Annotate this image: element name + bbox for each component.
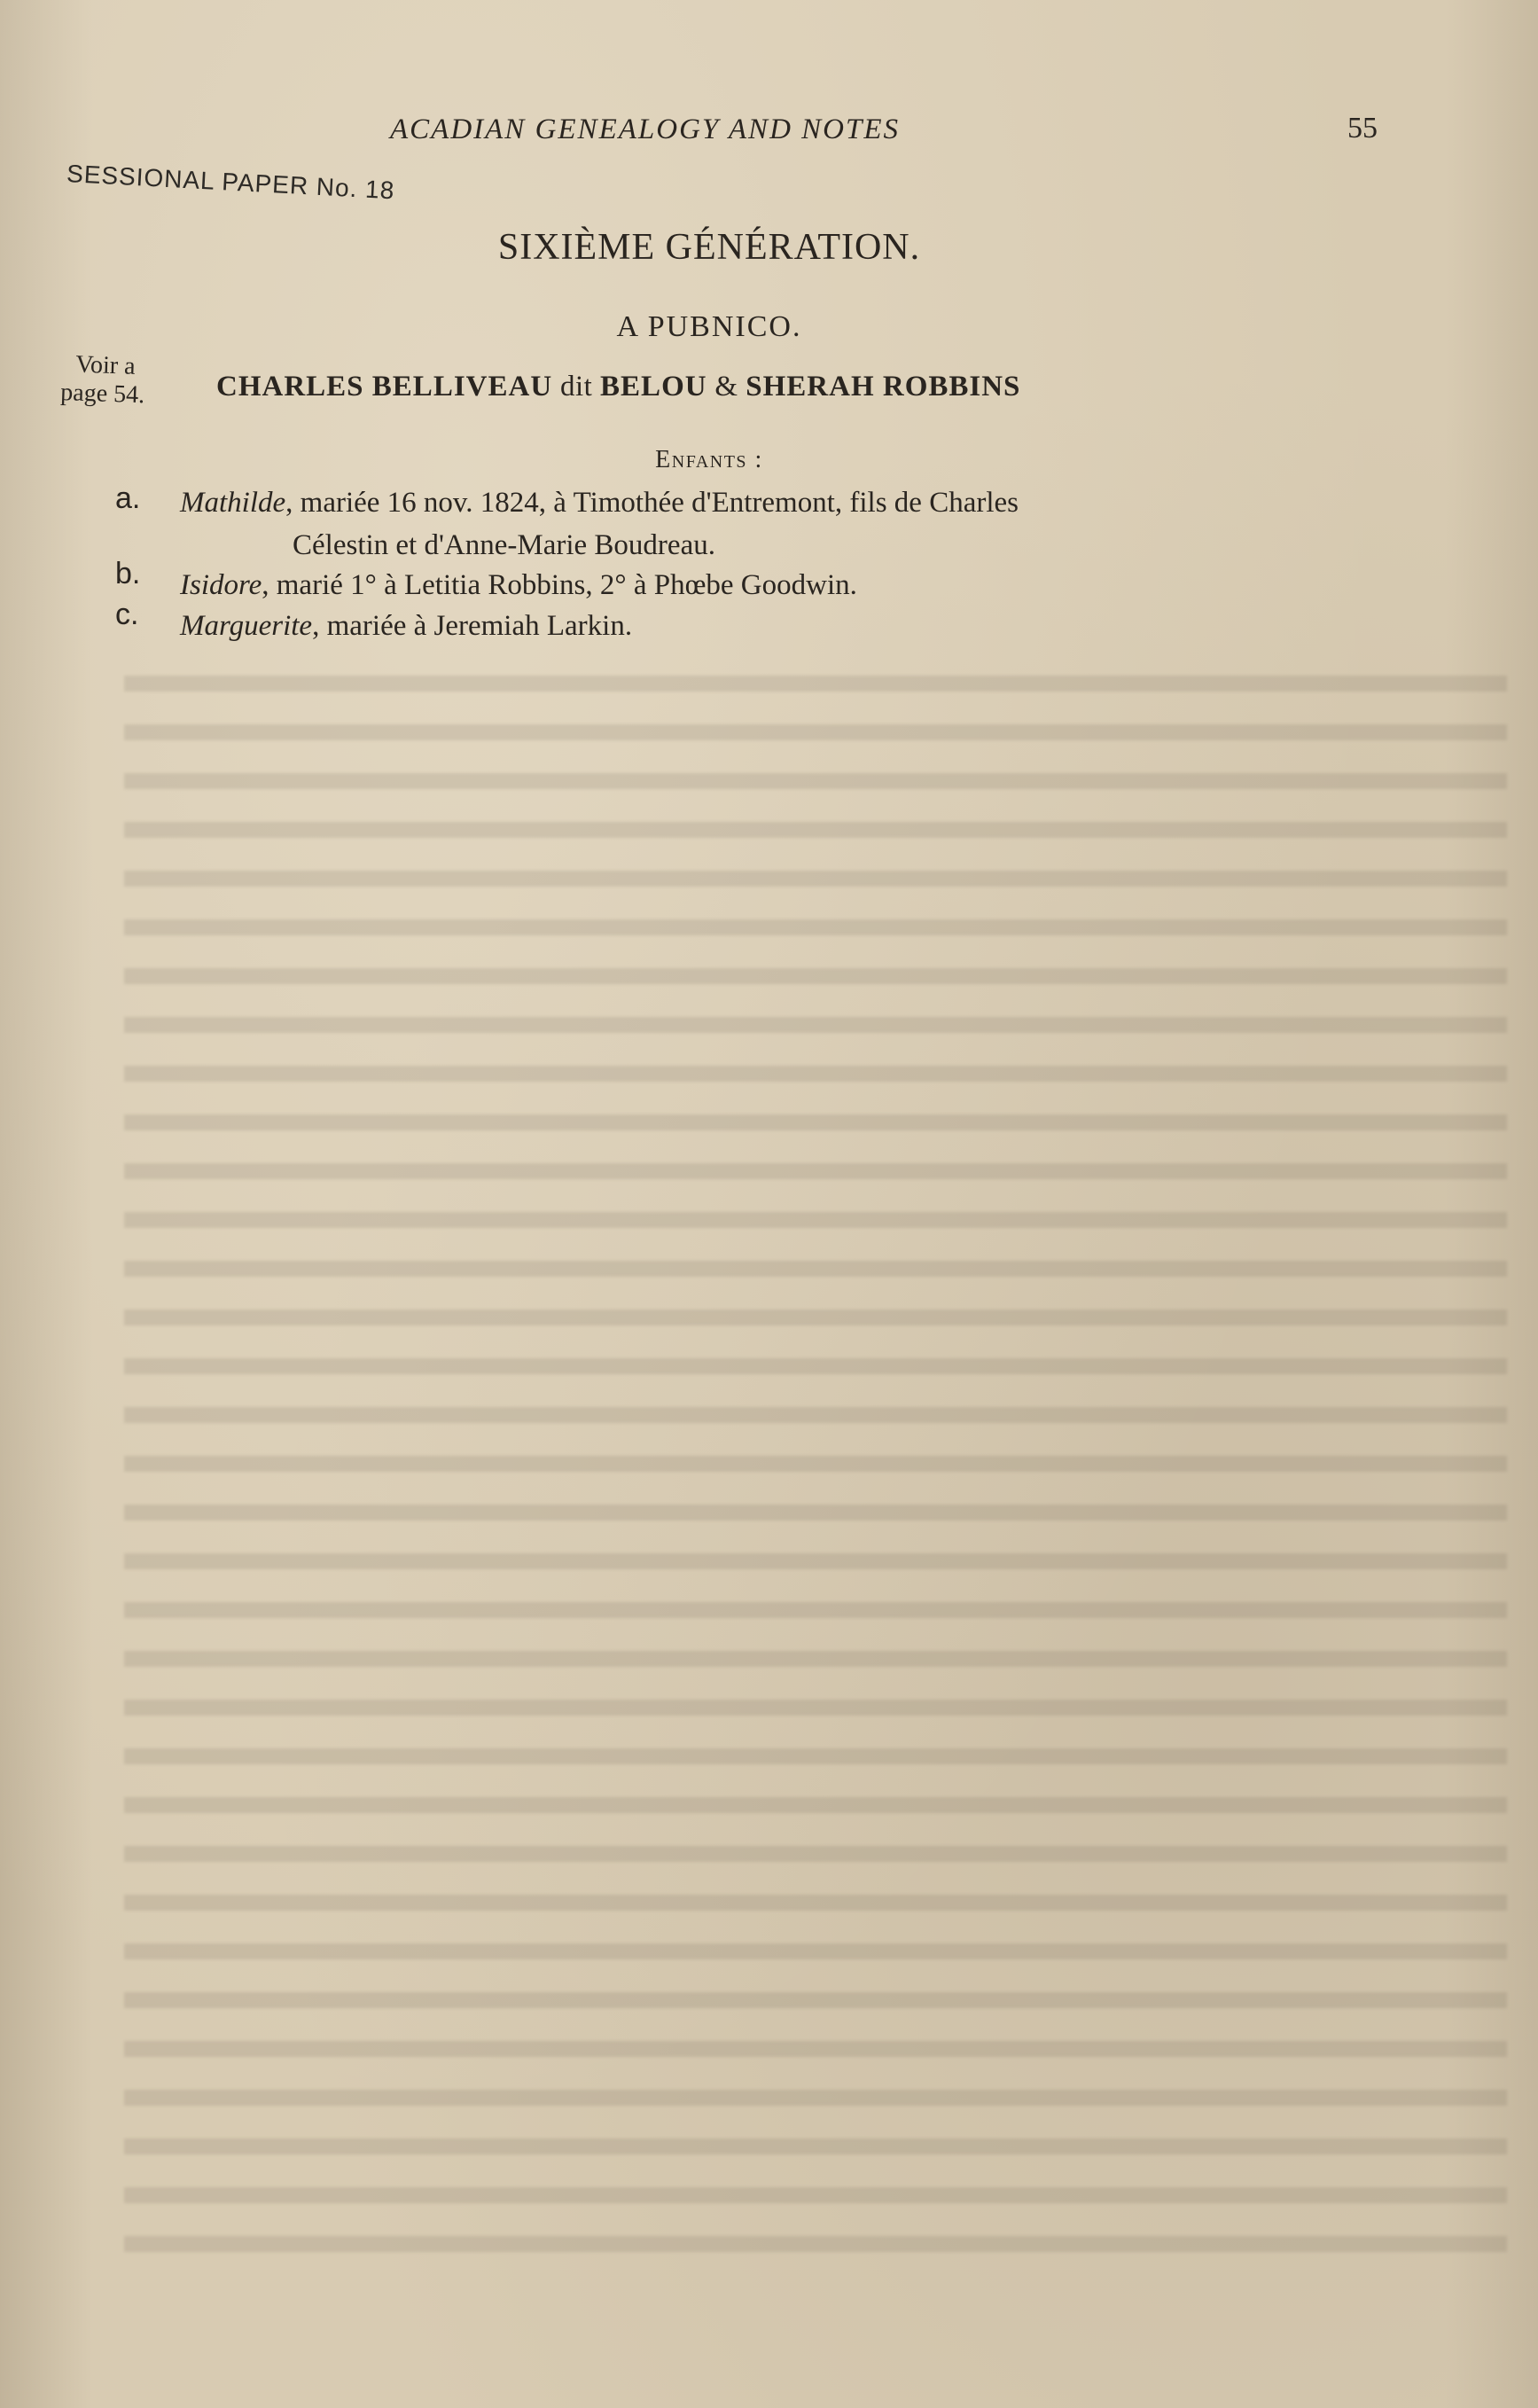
margin-note bbox=[60, 350, 146, 410]
alias-name: BELOU bbox=[600, 371, 707, 403]
child-text bbox=[180, 487, 1019, 520]
child-letter: a. bbox=[115, 481, 141, 515]
children-heading: Enfants : bbox=[655, 446, 763, 473]
child-detail: , mariée à Jeremiah Larkin. bbox=[312, 610, 633, 642]
child-detail: , mariée 16 nov. 1824, à Timothée d'Entremont, fils de Charles bbox=[285, 487, 1019, 519]
child-detail: , marié 1° à Letitia Robbins, 2° à Phœbe Goodwin. bbox=[262, 569, 857, 601]
show-through-text bbox=[124, 656, 1507, 2252]
child-text bbox=[180, 569, 857, 602]
child-letter: b. bbox=[115, 557, 141, 590]
child-text bbox=[180, 610, 632, 643]
page-number: 55 bbox=[1347, 112, 1378, 145]
sessional-paper-stamp: SESSIONAL PAPER No. 18 bbox=[66, 160, 396, 205]
generation-heading: SIXIÈME GÉNÉRATION. bbox=[497, 227, 921, 268]
margin-note-line-1: Voir a bbox=[74, 350, 137, 380]
child-name: Isidore bbox=[180, 569, 262, 601]
husband-name: CHARLES BELLIVEAU bbox=[216, 371, 553, 403]
place-heading: A PUBNICO. bbox=[616, 310, 802, 343]
dit-word: dit bbox=[552, 371, 601, 403]
margin-note-line-2: page 54. bbox=[59, 378, 145, 410]
child-letter: c. bbox=[115, 598, 139, 631]
child-name: Mathilde bbox=[180, 487, 286, 519]
couple-heading bbox=[216, 371, 1020, 403]
running-title: ACADIAN GENEALOGY AND NOTES bbox=[390, 113, 901, 145]
wife-name: SHERAH ROBBINS bbox=[746, 371, 1021, 403]
child-entry-a-continuation: Célestin et d'Anne-Marie Boudreau. bbox=[293, 529, 715, 561]
ampersand: & bbox=[707, 371, 746, 403]
child-name: Marguerite bbox=[180, 610, 313, 642]
